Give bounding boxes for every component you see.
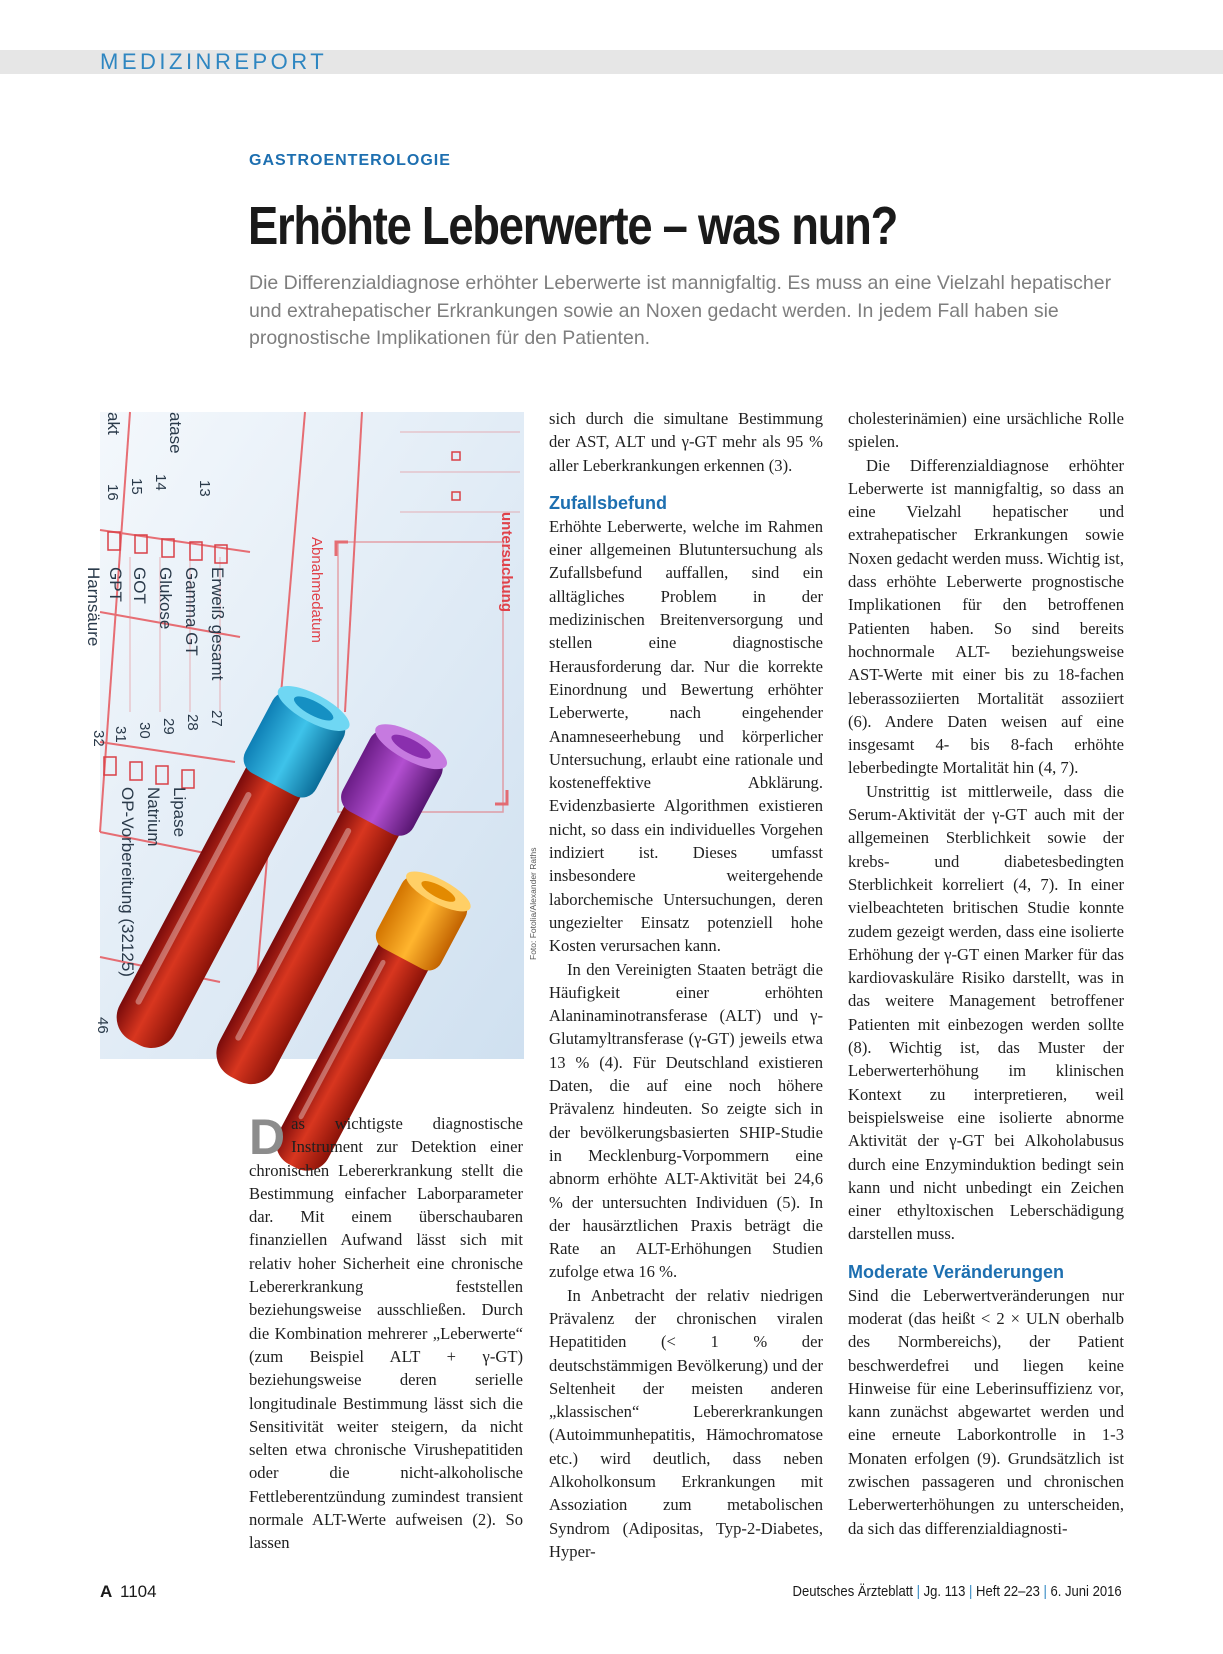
form-label: 14 <box>152 474 169 491</box>
image-credit: Foto: Fotolia/Alexander Raths <box>528 847 538 960</box>
form-label: Natrium <box>144 787 163 847</box>
section-label: MEDIZINREPORT <box>100 49 328 74</box>
journal-volume: Jg. 113 <box>923 1584 966 1600</box>
drop-cap: D <box>249 1109 286 1165</box>
form-label: 13 <box>196 480 213 497</box>
form-label: GOT <box>130 567 149 604</box>
form-label: Gamma GT <box>182 567 201 656</box>
article-column-2 <box>549 407 823 1563</box>
paragraph: Erhöhte Leberwerte, welche im Rahmen einer allgemeinen Blutuntersuchung als Zufallsbefund auffallen, sind ein alltägliches Problem in der medizinischen Breitenversorgung und stellen eine diagnostische Herausforderung dar. Nur die korrekte Einordnung und Bewertung erhöhter Leberwerte, nach eingehender Anamneseerhebung und körperlicher Untersuchung, erlaubt eine rationale und kosteneffektive Abklärung. Evidenzbasierte Algorithmen existieren nicht, so dass ein individuelles Vorgehen indiziert ist. Dieses umfasst insbesondere weitergehende laborchemische Untersuchungen, deren ungezielter Einsatz potenziell hohe Kosten verursachen kann. <box>549 516 823 956</box>
form-label: 46 <box>94 1017 111 1034</box>
paragraph <box>249 1109 523 1555</box>
journal-issue: Heft 22–23 <box>976 1584 1041 1600</box>
blood-tubes-photo <box>84 412 524 1059</box>
form-label: untersuchung <box>498 512 515 612</box>
page-number <box>100 1582 157 1602</box>
article-column-1 <box>249 1109 523 1555</box>
footer-separator: | <box>1043 1584 1048 1600</box>
paragraph: sich durch die simultane Bestimmung der AST, ALT und γ-GT mehr als 95 % aller Leberkrankungen erkennen (3). <box>549 409 823 475</box>
form-label: 29 <box>160 718 177 735</box>
page-prefix: A <box>100 1582 113 1601</box>
article-headline: Erhöhte Leberwerte – was nun? <box>248 196 898 256</box>
form-label: akt <box>104 412 123 435</box>
form-label: Glukose <box>156 567 175 630</box>
article-photo <box>84 412 524 1059</box>
form-label: atase <box>166 412 185 454</box>
paragraph: Die Differenzialdiagnose erhöhter Leberwerte ist mannigfaltig, so dass an eine Vielzahl hepatischer und extrahepatischer Erkrankungen sowie Noxen gedacht werden muss. Wichtig ist, dass erhöhte Leberwerte prognostische Implikationen für den betroffenen Patienten haben. So sind bereits hochnormale ALT- beziehungsweise AST-Werte mit einer bis zu 18-fachen leberassoziierten Mortalität assoziiert (6). Andere Daten weisen auf eine insgesamt 4- bis 8-fach erhöhte leberbedingte Mortalität hin (4, 7). <box>848 455 1124 778</box>
form-label: Harnsäure <box>84 567 103 647</box>
article-kicker: GASTROENTEROLOGIE <box>249 152 451 169</box>
form-label: 30 <box>136 722 153 739</box>
paragraph: cholesterinämien) eine ursächliche Rolle spielen. <box>848 409 1124 452</box>
paragraph-text: as wichtigste diagnostische Instrument zur Detektion einer chronischen Lebererkrankung stellt die Bestimmung einfacher Laborparameter dar. Mit einem überschaubaren finanziellen Aufwand lässt sich mit relativ hoher Sicherheit eine chronische Lebererkrankung feststellen beziehungsweise ausschließen. Durch die Kombination mehrerer „Leberwerte“ (zum Beispiel ALT + γ-GT) beziehungsweise deren serielle longitudinale Bestimmung lässt sich die Sensitivität weiter steigern, da nicht selten etwa chronische Virushepatitiden oder die nicht-alkoholische Fettleberentzündung zumindest transient normale ALT-Werte aufweisen (2). So lassen <box>249 1114 523 1553</box>
form-label: 15 <box>128 478 145 495</box>
form-label: 16 <box>104 484 121 501</box>
journal-name: Deutsches Ärzteblatt <box>792 1584 914 1600</box>
form-label: 28 <box>184 714 201 731</box>
form-label: 32 <box>90 730 107 747</box>
subheading: Moderate Veränderungen <box>848 1261 1065 1282</box>
footer-separator: | <box>916 1584 921 1600</box>
form-label: 27 <box>208 710 225 727</box>
form-label: Lipase <box>170 787 189 838</box>
subheading: Zufallsbefund <box>549 492 667 513</box>
article-column-3 <box>848 407 1124 1540</box>
form-label: Erweiß gesamt <box>208 567 227 681</box>
form-label: GPT <box>106 567 125 602</box>
journal-date: 6. Juni 2016 <box>1050 1584 1122 1600</box>
form-label: 31 <box>112 726 129 743</box>
paragraph: Sind die Leberwertveränderungen nur moderat (das heißt < 2 × ULN oberhalb des Normbereichs), der Patient beschwerdefrei und liegen keine Hinweise für eine Leberinsuffizienz vor, kann zunächst abgewartet werden und eine erneute Laborkontrolle in 1-3 Monaten erfolgen (9). Grundsätzlich ist zwischen passageren und chronischen Leberwerterhöhungen zu unterscheiden, da sich das differenzialdiagnosti- <box>848 1285 1124 1538</box>
article-lede: Die Differenzialdiagnose erhöhter Leberwerte ist mannigfaltig. Es muss an eine Vielzahl hepatischer und extrahepatischer Erkrankungen sowie an Noxen gedacht werden. In jedem Fall haben sie prognostische Implikationen für den Patienten. <box>249 272 1112 349</box>
paragraph: In Anbetracht der relativ niedrigen Prävalenz der chronischen viralen Hepatitiden (< 1 % der deutschstämmigen Bevölkerung) und der Seltenheit der meisten anderen „klassischen“ Lebererkrankungen (Autoimmunhepatitis, Hämochromatose etc.) wird deutlich, dass neben Alkoholkonsum Erkrankungen mit Assoziation zum metabolischen Syndrom (Adipositas, Typ-2-Diabetes, Hyper- <box>549 1285 823 1561</box>
paragraph: In den Vereinigten Staaten beträgt die Häufigkeit einer erhöhten Alaninaminotransferase (ALT) und γ-Glutamyltransferase (γ-GT) jeweils etwa 13 % (4). Für Deutschland existieren Daten, die auf eine noch höhere Prävalenz hindeuten. So zeigte sich in der bevölkerungsbasierten SHIP-Studie in Mecklenburg-Vorpommern eine abnorm erhöhte ALT-Aktivität bei 24,6 % der untersuchten Individuen (5). In der hausärztlichen Praxis beträgt die Rate an ALT-Erhöhungen Studien zufolge etwa 16 %. <box>549 959 823 1282</box>
paragraph: Unstrittig ist mittlerweile, dass die Serum-Aktivität der γ-GT auch mit der allgemeinen Sterblichkeit sowie der krebs- und diabetesbedingten Sterblichkeit korreliert (4, 7). In einer vielbeachteten britischen Studie konnte zudem gezeigt werden, dass eine isolierte Erhöhung der γ-GT einen Marker für das kardiovaskuläre Risiko darstellt, was in das weitere Management betroffener Patienten mit einbezogen werden sollte (8). Wichtig ist, das Muster der Leberwerterhöhung im klinischen Kontext zu interpretieren, weil beispielsweise eine isolierte abnorme Aktivität der γ-GT bei Alkoholabusus durch eine Enzyminduktion bedingt sein kann und nicht unbedingt ein Zeichen einer ethyltoxischen Leberschädigung darstellen muss. <box>848 781 1124 1244</box>
journal-footer <box>793 1584 1122 1600</box>
form-label: Abnahmedatum <box>308 537 325 643</box>
page-number-value: 1104 <box>120 1582 157 1601</box>
footer-separator: | <box>969 1584 973 1600</box>
form-label: OP-Vorbereitung (32125) <box>118 787 137 977</box>
